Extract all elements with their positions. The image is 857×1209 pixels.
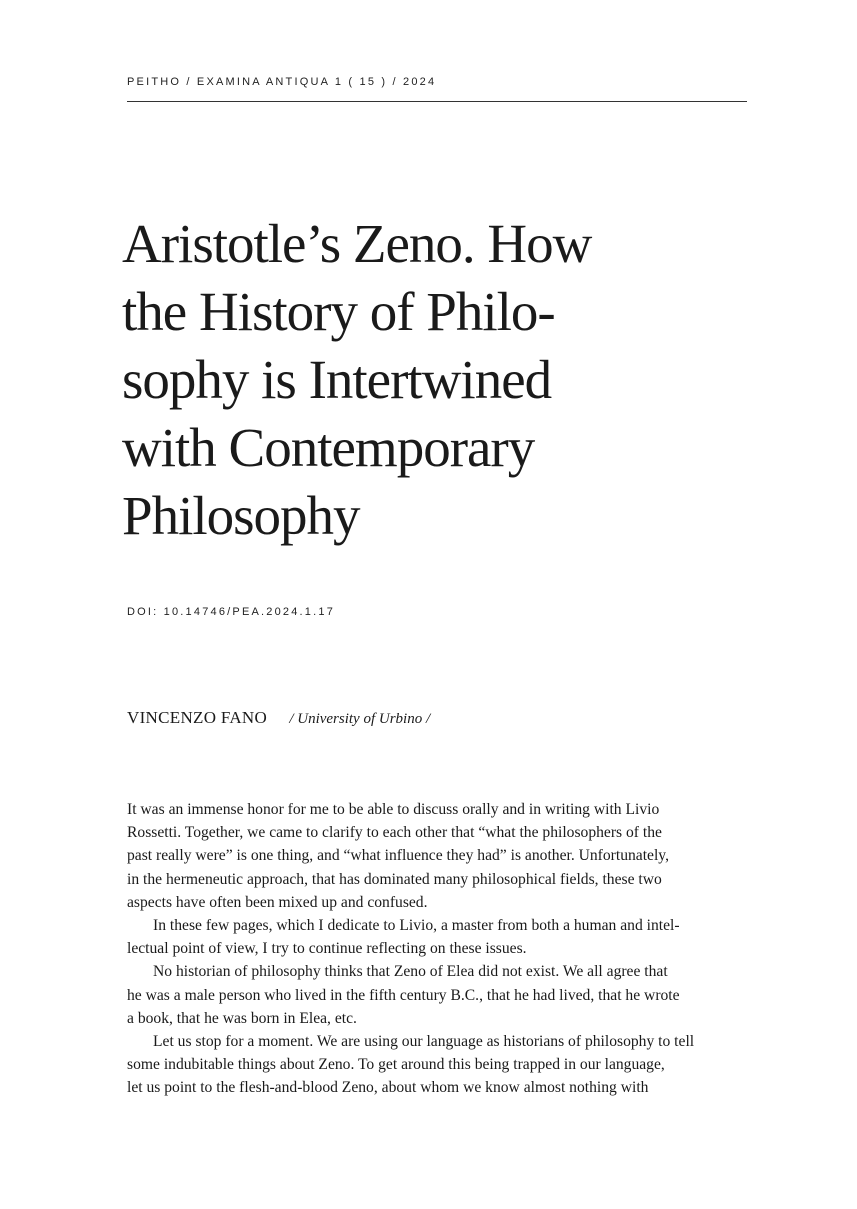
body-line: Rossetti. Together, we came to clarify to each other that “what the philosophers of the: [127, 824, 662, 842]
body-line: No historian of philosophy thinks that Zeno of Elea did not exist. We all agree that: [153, 963, 668, 981]
body-line: in the hermeneutic approach, that has dominated many philosophical fields, these two: [127, 870, 662, 888]
body-line: Let us stop for a moment. We are using our language as historians of philosophy to tell: [153, 1033, 695, 1051]
title-line: with Contemporary: [122, 417, 535, 478]
body-line: In these few pages, which I dedicate to Livio, a master from both a human and intel-: [153, 917, 680, 935]
header-rule: [127, 101, 747, 102]
body-text: [127, 798, 751, 1100]
body-line: lectual point of view, I try to continue reflecting on these issues.: [127, 940, 527, 958]
body-line: It was an immense honor for me to be able to discuss orally and in writing with Livio: [127, 801, 660, 818]
body-line: past really were” is one thing, and “what influence they had” is another. Unfortunately,: [127, 847, 669, 865]
title-line: sophy is Intertwined: [122, 349, 552, 410]
author-line: [127, 708, 430, 728]
running-head: PEITHO / EXAMINA ANTIQUA 1 ( 15 ) / 2024: [127, 76, 437, 88]
body-line: a book, that he was born in Elea, etc.: [127, 1009, 357, 1027]
body-line: some indubitable things about Zeno. To get around this being trapped in our language,: [127, 1056, 665, 1074]
title-line: the History of Philo-: [122, 281, 555, 342]
article-title: [122, 210, 762, 550]
title-line: Philosophy: [122, 485, 360, 546]
title-line: Aristotle’s Zeno. How: [122, 213, 592, 274]
body-line: he was a male person who lived in the fifth century B.C., that he had lived, that he wrote: [127, 986, 680, 1004]
body-line: let us point to the flesh-and-blood Zeno, about whom we know almost nothing with: [127, 1079, 649, 1097]
author-name: VINCENZO FANO: [127, 708, 268, 727]
body-line: aspects have often been mixed up and confused.: [127, 893, 428, 911]
doi: DOI: 10.14746/PEA.2024.1.17: [127, 606, 336, 618]
author-affiliation: / University of Urbino /: [289, 711, 431, 727]
